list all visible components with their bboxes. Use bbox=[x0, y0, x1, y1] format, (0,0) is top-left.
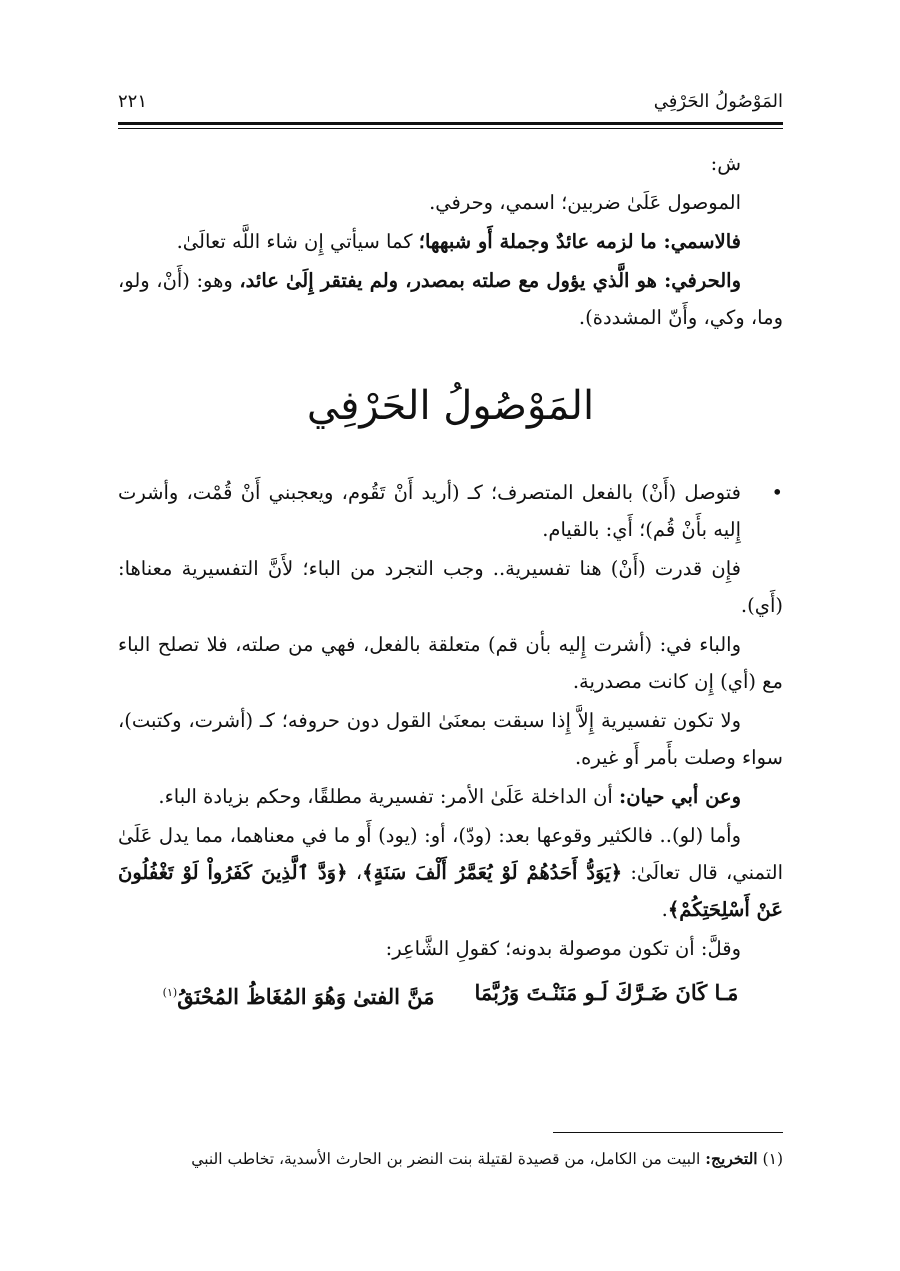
bold-term: وعن أبي حيان: bbox=[619, 785, 741, 808]
paragraph-ismi bbox=[118, 223, 783, 260]
section-title: المَوْصُولُ الحَرْفِي bbox=[306, 383, 595, 429]
running-header bbox=[118, 86, 783, 116]
paragraph-law bbox=[118, 817, 783, 928]
footnote bbox=[118, 1144, 783, 1174]
paragraph-text: الموصول عَلَىٰ ضربين؛ اسمي، وحرفي. bbox=[429, 191, 741, 214]
quran-verse-2: ﴿وَدَّ ٱلَّذِينَ كَفَرُواْ لَوْ تَغْفُلُونَ عَنْ أَسْلِحَتِكُمْ﴾ bbox=[118, 861, 783, 921]
page-number: ٢٢١ bbox=[118, 90, 148, 112]
verse-hemistich-1: مَـا كَانَ ضَـرَّكَ لَـو مَنَنْـتَ وَرُبَّمَا bbox=[474, 980, 739, 1005]
paragraph-harfi bbox=[118, 262, 783, 336]
bullet-icon: • bbox=[771, 481, 783, 504]
paragraph-fa-in: فإِن قدرت (أَنْ) هنا تفسيرية.. وجب التجرد من الباء؛ لأَنَّ التفسيرية معناها: (أَي). bbox=[118, 557, 783, 617]
paragraph-text: كما سيأتي إِن شاء اللَّه تعالَىٰ. bbox=[176, 230, 419, 253]
verse-hemistich-2 bbox=[163, 971, 435, 1019]
paragraph-qil: وقلَّ: أن تكون موصولة بدونه؛ كقولِ الشَّاعِر: bbox=[385, 937, 741, 960]
footnote-rule bbox=[553, 1132, 783, 1133]
separator: ، bbox=[347, 861, 363, 884]
paragraph-bi: والباء في: (أشرت إِليه بأن قم) متعلقة بالفعل، فهي من صلته، فلا تصلح الباء مع (أي) إِن كانت مصدرية. bbox=[118, 633, 783, 693]
paragraph-wala: ولا تكون تفسيرية إِلاَّ إِذا سبقت بمعنَىٰ القول دون حروفه؛ كـ (أشرت، وكتبت)، سواء وصلت بأَمر أَو غيره. bbox=[118, 709, 783, 769]
footnote-text: البيت من الكامل، من قصيدة لقتيلة بنت النضر بن الحارث الأسدية، تخاطب النبي bbox=[191, 1150, 706, 1168]
bullet-paragraph bbox=[118, 474, 783, 548]
poetry-verse bbox=[118, 971, 783, 1019]
paragraph-text: أن الداخلة عَلَىٰ الأمر: تفسيرية مطلقًا، وحكم بزيادة الباء. bbox=[158, 785, 620, 808]
hemistich-text: مَنَّ الفتىٰ وَهُوَ المُغَاظُ المُحْنَقُ bbox=[177, 984, 435, 1009]
paragraph-text: وهو: (أَنْ، ولو، وما، وكي، وأَنّ المشددة). bbox=[118, 269, 783, 329]
header-title: المَوْصُولُ الحَرْفِي bbox=[653, 90, 783, 112]
header-rule-thin bbox=[118, 128, 783, 129]
paragraph-text: ش: bbox=[710, 152, 741, 175]
paragraph-mawsul bbox=[118, 184, 783, 221]
quran-verse-1: ﴿يَوَدُّ أَحَدُهُمْ لَوْ يُعَمَّرُ أَلْفَ سَنَةٍ﴾ bbox=[362, 861, 622, 884]
paragraph-text: فتوصل (أَنْ) بالفعل المتصرف؛ كـ (أريد أَنْ تَقُوم، ويعجبني أَنْ قُمْت، وأشرت إِليه بأَنْ قُم)؛ أَي: بالقيام. bbox=[118, 481, 741, 541]
footnote-number: (١) bbox=[762, 1150, 783, 1168]
bold-term: والحرفي: هو الَّذي يؤول مع صلته بمصدر، ولم يفتقر إِلَىٰ عائد، bbox=[239, 269, 741, 292]
paragraph-abi-hayyan bbox=[118, 778, 783, 815]
main-content bbox=[118, 145, 783, 1019]
paragraph-text: وأما (لو).. فالكثير وقوعها بعد: (ودّ)، أو: (يود) أَو ما في معناهما، مما يدل عَلَىٰ التمني، قال تعالَىٰ: bbox=[118, 824, 783, 884]
header-rule-thick bbox=[118, 122, 783, 125]
paragraph-sheen bbox=[118, 145, 783, 182]
bold-term: فالاسمي: ما لزمه عائدٌ وجملة أَو شبهها؛ bbox=[418, 230, 741, 253]
footnote-marker[interactable]: (١) bbox=[162, 986, 178, 999]
footnote-label: التخريج: bbox=[705, 1149, 758, 1168]
period: . bbox=[661, 898, 668, 921]
